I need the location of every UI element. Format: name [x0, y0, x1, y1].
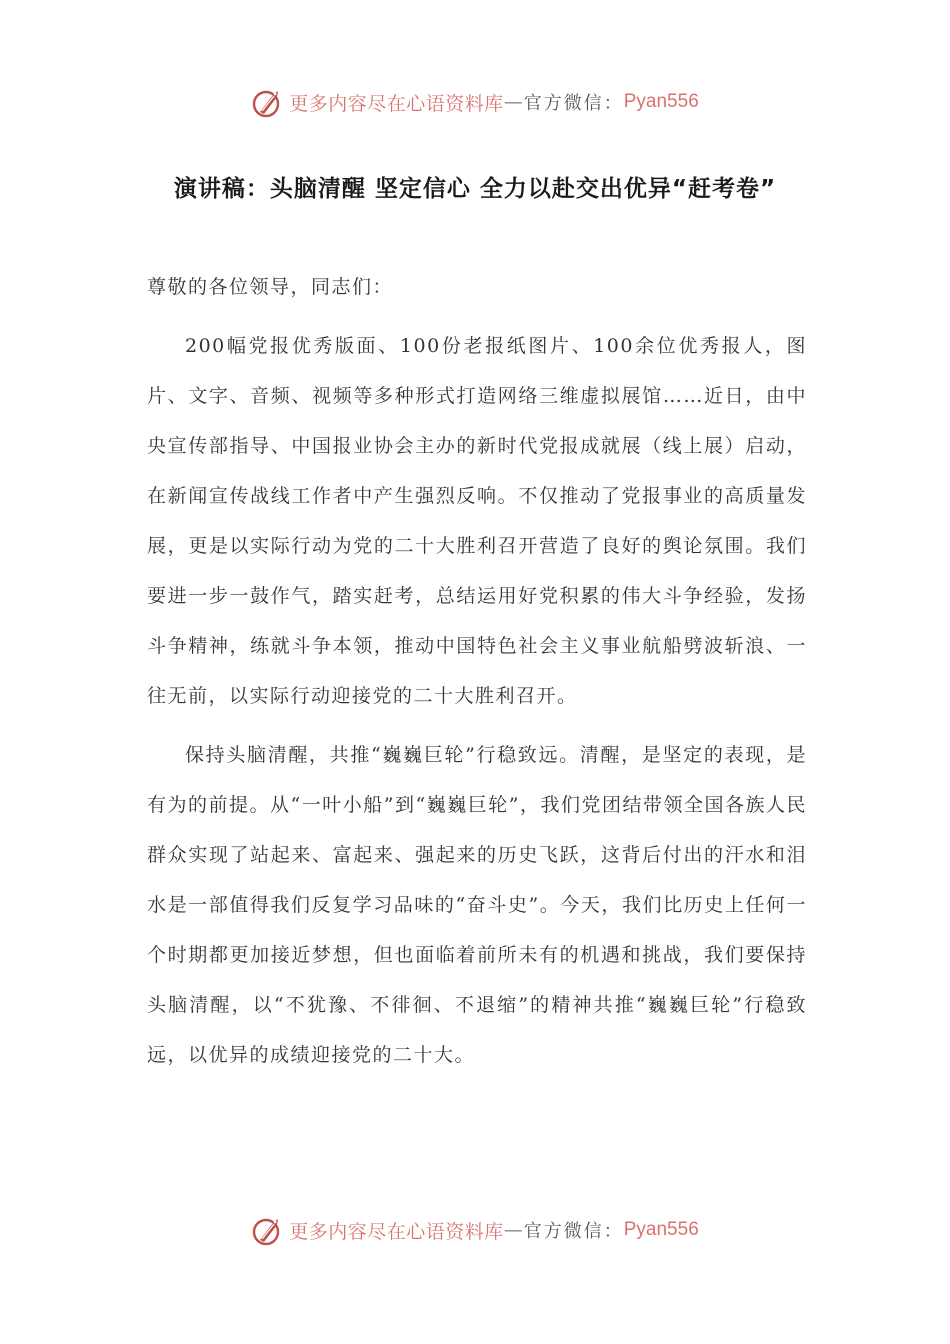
paragraph: 保持头脑清醒，共推“巍巍巨轮”行稳致远。清醒，是坚定的表现，是有为的前提。从“一叶小船”到“巍巍巨轮”，我们党团结带领全国各族人民群众实现了站起来、富起来、强起来的历史飞跃，这背后付出的汗水和泪水是一部值得我们反复学习品味的“奋斗史”。今天，我们比历史上任何一个时期都更加接近梦想，但也面临着前所未有的机遇和挑战，我们要保持头脑清醒，以“不犹豫、不徘徊、不退缩”的精神共推“巍巍巨轮”行稳致远，以优异的成绩迎接党的二十大。 — [147, 744, 807, 1066]
banner-separator: — — [503, 91, 524, 113]
document-body — [147, 262, 807, 1089]
pen-nib-logo-icon — [251, 85, 285, 119]
banner-wechat-id: Pyan556 — [623, 1219, 699, 1240]
banner-separator: — — [503, 1219, 524, 1241]
paragraph: 200幅党报优秀版面、100份老报纸图片、100余位优秀报人，图片、文字、音频、视频等多种形式打造网络三维虚拟展馆……近日，由中央宣传部指导、中国报业协会主办的新时代党报成就展（线上展）启动，在新闻宣传战线工作者中产生强烈反响。不仅推动了党报事业的高质量发展，更是以实际行动为党的二十大胜利召开营造了良好的舆论氛围。我们要进一步一鼓作气，踏实赶考，总结运用好党积累的伟大斗争经验，发扬斗争精神，练就斗争本领，推动中国特色社会主义事业航船劈波斩浪、一往无前，以实际行动迎接党的二十大胜利召开。 — [147, 335, 807, 707]
banner-wechat-label: 官方微信： — [523, 93, 624, 114]
banner-wechat-label: 官方微信： — [523, 1221, 624, 1242]
document-title: 演讲稿：头脑清醒 坚定信心 全力以赴交出优异“赶考卷” — [173, 176, 777, 203]
greeting: 尊敬的各位领导，同志们： — [147, 276, 394, 298]
pen-nib-logo-icon — [251, 1213, 285, 1247]
banner-text: 更多内容尽在心语资料库 — [289, 92, 504, 115]
banner-text: 更多内容尽在心语资料库 — [289, 1220, 504, 1243]
header-banner — [0, 82, 950, 122]
banner-wechat-id: Pyan556 — [623, 91, 699, 112]
footer-banner — [0, 1210, 950, 1250]
